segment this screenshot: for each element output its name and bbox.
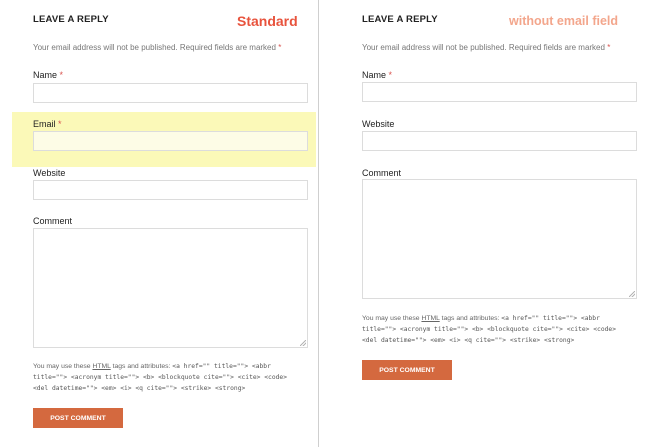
required-asterisk: * — [607, 43, 611, 52]
name-required-asterisk: * — [59, 70, 64, 80]
name-label — [33, 70, 63, 80]
allowed-tags-code-2: title=""> <acronym title=""> <b> <blockquote cite=""> <cite> <code> — [362, 326, 617, 333]
website-input[interactable] — [33, 180, 308, 200]
name-input[interactable] — [362, 82, 637, 102]
allowed-intro: You may use these — [33, 363, 91, 370]
post-comment-button[interactable]: POST COMMENT — [33, 408, 123, 428]
allowed-suffix: tags and attributes: — [441, 315, 500, 322]
comment-label: Comment — [362, 168, 402, 178]
required-notice-text: Your email address will not be published. Required fields are marked — [362, 43, 605, 52]
resize-grip-icon[interactable] — [300, 340, 306, 346]
required-notice — [33, 43, 281, 52]
allowed-tags-code-1: <a href="" title=""> <abbr — [172, 363, 271, 370]
name-label — [362, 70, 392, 80]
allowed-intro: You may use these — [362, 315, 420, 322]
required-notice — [362, 43, 610, 52]
resize-grip-icon[interactable] — [629, 291, 635, 297]
post-comment-button[interactable]: POST COMMENT — [362, 360, 452, 380]
reply-heading: LEAVE A REPLY — [362, 14, 438, 25]
website-label: Website — [362, 119, 395, 129]
html-abbr: HTML — [92, 363, 111, 370]
name-label-text: Name — [362, 70, 387, 80]
comment-textarea[interactable] — [33, 228, 308, 348]
email-label — [33, 119, 62, 129]
variant-label: Standard — [237, 13, 298, 29]
website-input[interactable] — [362, 131, 637, 151]
comment-label: Comment — [33, 216, 73, 226]
reply-heading: LEAVE A REPLY — [33, 14, 109, 25]
standard-form-panel — [0, 0, 318, 447]
allowed-tags-note — [33, 361, 318, 394]
allowed-suffix: tags and attributes: — [112, 363, 171, 370]
name-input[interactable] — [33, 83, 308, 103]
email-input[interactable] — [33, 131, 308, 151]
required-notice-text: Your email address will not be published. Required fields are marked — [33, 43, 276, 52]
no-email-form-panel — [319, 0, 650, 447]
name-label-text: Name — [33, 70, 58, 80]
website-label: Website — [33, 168, 66, 178]
html-abbr: HTML — [421, 315, 440, 322]
allowed-tags-code-3: <del datetime=""> <em> <i> <q cite=""> <strike> <strong> — [33, 385, 246, 392]
variant-label: without email field — [509, 14, 619, 28]
allowed-tags-line-1 — [33, 361, 318, 372]
allowed-tags-code-3: <del datetime=""> <em> <i> <q cite=""> <strike> <strong> — [362, 337, 575, 344]
allowed-tags-note — [362, 313, 647, 346]
name-required-asterisk: * — [388, 70, 393, 80]
allowed-tags-code-2: title=""> <acronym title=""> <b> <blockquote cite=""> <cite> <code> — [33, 374, 288, 381]
email-required-asterisk: * — [58, 119, 62, 129]
comment-textarea[interactable] — [362, 179, 637, 299]
required-asterisk: * — [278, 43, 282, 52]
allowed-tags-code-1: <a href="" title=""> <abbr — [501, 315, 600, 322]
email-label-text: Email — [33, 119, 56, 129]
allowed-tags-line-1 — [362, 313, 647, 324]
